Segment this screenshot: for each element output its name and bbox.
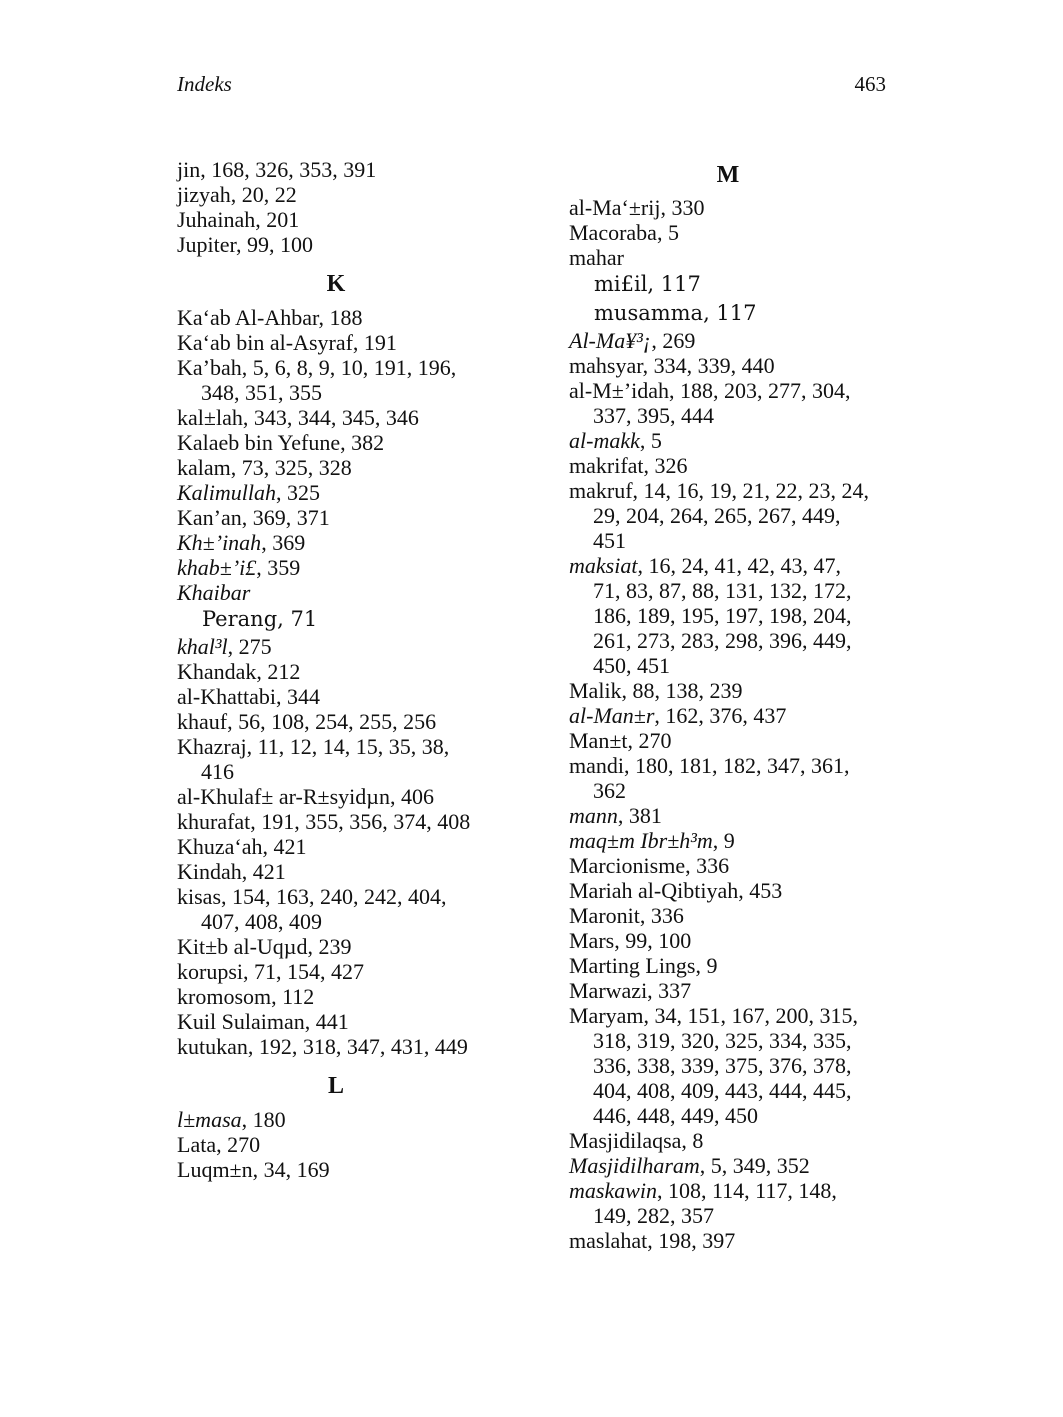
index-entry-line: Jupiter, 99, 100	[177, 232, 313, 257]
index-entry-line: 450, 451	[593, 653, 670, 678]
index-entry-line	[569, 428, 909, 453]
index-pages: , 180	[241, 1107, 286, 1132]
index-subentry: mi£il, 117	[594, 272, 701, 296]
index-entry-line: Marting Lings, 9	[569, 953, 718, 978]
index-entry-line	[177, 634, 517, 659]
index-entry	[569, 428, 909, 453]
index-pages: , 162, 376, 437	[654, 703, 787, 728]
index-entry-line: Marcionisme, 336	[569, 853, 730, 878]
index-entry-line: 149, 282, 357	[593, 1203, 714, 1228]
index-entry-line: 416	[201, 759, 234, 784]
index-entry-line: makrifat, 326	[569, 453, 688, 478]
index-entry	[569, 478, 909, 553]
index-entry	[569, 853, 909, 878]
index-pages: , 269	[651, 328, 696, 353]
index-pages: , 5	[639, 428, 662, 453]
index-entry-line: Kan’an, 369, 371	[177, 505, 330, 530]
index-term: khab±’i£	[177, 555, 257, 580]
index-entry-line: Marwazi, 337	[569, 978, 692, 1003]
index-entry	[569, 978, 909, 1003]
index-entry	[177, 1034, 517, 1059]
index-term: Kh±’inah	[177, 530, 262, 555]
index-entry	[177, 430, 517, 455]
index-entry-line: Juhainah, 201	[177, 207, 300, 232]
index-term: khal³l	[177, 634, 228, 659]
index-term: al-makk	[569, 428, 640, 453]
index-entry	[177, 934, 517, 959]
index-pages: , 9	[712, 828, 735, 853]
index-entry-line: Ka‘ab Al-Ahbar, 188	[177, 305, 363, 330]
index-entry-line: mahsyar, 334, 339, 440	[569, 353, 775, 378]
page-number: 463	[854, 72, 886, 96]
index-entry-line: 451	[593, 528, 626, 553]
index-pages: , 5, 349, 352	[699, 1153, 810, 1178]
index-entry	[569, 803, 909, 828]
index-pages: , 16, 24, 41, 42, 43, 47,	[637, 553, 841, 578]
index-entry	[569, 453, 909, 478]
index-entry-line: Mars, 99, 100	[569, 928, 692, 953]
index-entry-line: Mariah al-Qibtiyah, 453	[569, 878, 783, 903]
index-entry-line: Khandak, 212	[177, 659, 301, 684]
index-entry-line: Lata, 270	[177, 1132, 261, 1157]
index-pages: , 108, 114, 117, 148,	[657, 1178, 837, 1203]
index-term: Al-Ma¥³¡	[569, 328, 652, 353]
index-entry-line: 186, 189, 195, 197, 198, 204,	[593, 603, 852, 628]
index-entry	[177, 480, 517, 505]
index-entry-line	[177, 580, 517, 605]
section-m	[569, 195, 909, 1253]
index-entry	[177, 207, 517, 232]
index-entry-line: khauf, 56, 108, 254, 255, 256	[177, 709, 437, 734]
index-entry-line	[569, 1153, 909, 1178]
index-entry-line: al-Khattabi, 344	[177, 684, 320, 709]
index-entry	[177, 734, 517, 784]
index-entry	[177, 330, 517, 355]
index-entry	[177, 1009, 517, 1034]
index-entry-line: Man±t, 270	[569, 728, 672, 753]
index-entry-line: kisas, 154, 163, 240, 242, 404,	[177, 884, 447, 909]
index-entry-line: jizyah, 20, 22	[177, 182, 297, 207]
index-entry	[177, 709, 517, 734]
index-entry-line: Macoraba, 5	[569, 220, 679, 245]
index-entry-line: Khuza‘ah, 421	[177, 834, 307, 859]
index-entry-line: jin, 168, 326, 353, 391	[177, 157, 377, 182]
index-entry-line: Ka’bah, 5, 6, 8, 9, 10, 191, 196,	[177, 355, 457, 380]
index-entry	[177, 809, 517, 834]
index-entry	[177, 530, 517, 555]
index-pages: , 381	[617, 803, 662, 828]
index-pages: , 325	[276, 480, 321, 505]
index-entry	[177, 784, 517, 809]
index-entry	[569, 245, 909, 270]
index-entry	[569, 878, 909, 903]
index-entry-line: 336, 338, 339, 375, 376, 378,	[593, 1053, 852, 1078]
index-entry	[569, 353, 909, 378]
section-k	[177, 305, 517, 1059]
index-entry	[569, 328, 909, 353]
index-entry	[177, 405, 517, 430]
index-entry	[569, 195, 909, 220]
index-entry	[177, 157, 517, 182]
index-entry-line: 404, 408, 409, 443, 444, 445,	[593, 1078, 852, 1103]
index-entry-line: makruf, 14, 16, 19, 21, 22, 23, 24,	[569, 478, 870, 503]
index-column-left	[177, 157, 517, 1182]
index-entry	[569, 220, 909, 245]
index-entry	[569, 1128, 909, 1153]
index-entry-line: kromosom, 112	[177, 984, 315, 1009]
index-entry	[569, 703, 909, 728]
index-pages: , 369	[261, 530, 306, 555]
index-entry-line: kutukan, 192, 318, 347, 431, 449	[177, 1034, 468, 1059]
index-entry-line: khurafat, 191, 355, 356, 374, 408	[177, 809, 471, 834]
index-entry	[177, 1107, 517, 1132]
index-entry	[569, 753, 909, 803]
index-entry-line: 29, 204, 264, 265, 267, 449,	[593, 503, 841, 528]
index-term: maksiat	[569, 553, 638, 578]
section-letter-l: L	[327, 1073, 344, 1099]
index-entry	[177, 455, 517, 480]
index-entry-line: Kindah, 421	[177, 859, 286, 884]
index-column-right	[569, 157, 909, 1253]
index-entry	[177, 984, 517, 1009]
index-entry	[177, 634, 517, 659]
index-entry-line: mandi, 180, 181, 182, 347, 361,	[569, 753, 850, 778]
index-term: maq±m Ibr±h³m	[569, 828, 713, 853]
index-entry	[569, 378, 909, 428]
index-entry-line: al-M±’idah, 188, 203, 277, 304,	[569, 378, 851, 403]
index-entry-line	[569, 703, 909, 728]
index-entry-line	[569, 828, 909, 853]
index-entry-line: 71, 83, 87, 88, 131, 132, 172,	[593, 578, 852, 603]
index-term: mann	[569, 803, 618, 828]
index-entry-line	[177, 480, 517, 505]
index-entry-line: al-Ma‘±rij, 330	[569, 195, 705, 220]
index-entry	[177, 232, 517, 257]
index-entry	[177, 659, 517, 684]
index-entry	[177, 884, 517, 934]
index-entry	[569, 1178, 909, 1228]
index-entry-line: 337, 395, 444	[593, 403, 714, 428]
index-entry	[569, 553, 909, 678]
index-entry-line: Maronit, 336	[569, 903, 684, 928]
index-entry	[177, 580, 517, 605]
index-entry	[569, 728, 909, 753]
section-j	[177, 157, 517, 257]
index-entry	[177, 305, 517, 330]
index-entry	[177, 505, 517, 530]
index-entry-line: mahar	[569, 245, 624, 270]
index-term: l±masa	[177, 1107, 242, 1132]
index-entry	[177, 834, 517, 859]
index-entry	[569, 1153, 909, 1178]
index-entry-line: Maryam, 34, 151, 167, 200, 315,	[569, 1003, 859, 1028]
index-entry-line	[569, 328, 909, 353]
index-entry-line	[569, 553, 909, 578]
index-subentry: musamma, 117	[594, 301, 757, 325]
index-entry-line: Ka‘ab bin al-Asyraf, 191	[177, 330, 397, 355]
index-term: al-Man±r	[569, 703, 655, 728]
index-entry-line: 362	[593, 778, 626, 803]
index-entry	[177, 182, 517, 207]
index-entry-line	[177, 555, 517, 580]
index-entry-line: 261, 273, 283, 298, 396, 449,	[593, 628, 852, 653]
index-term: Masjidilharam	[569, 1153, 700, 1178]
index-entry-line	[177, 1107, 517, 1132]
index-entry	[177, 355, 517, 405]
index-entry	[177, 555, 517, 580]
index-entry-line: Kit±b al-Uqµd, 239	[177, 934, 352, 959]
index-entry-line: 348, 351, 355	[201, 380, 322, 405]
index-entry	[569, 828, 909, 853]
index-entry	[177, 1132, 517, 1157]
index-entry	[569, 903, 909, 928]
index-entry-line: Kalaeb bin Yefune, 382	[177, 430, 385, 455]
index-subentry: Perang, 71	[202, 607, 318, 631]
index-entry-line	[177, 530, 517, 555]
index-term: Khaibar	[177, 580, 251, 605]
index-entry-line: maslahat, 198, 397	[569, 1228, 736, 1253]
index-entry-line: al-Khulaf± ar-R±syidµn, 406	[177, 784, 434, 809]
section-letter-m: M	[716, 162, 740, 188]
index-entry	[569, 678, 909, 703]
index-entry-line: Kuil Sulaiman, 441	[177, 1009, 349, 1034]
index-entry-line: Masjidilaqsa, 8	[569, 1128, 704, 1153]
index-term: Kalimullah	[177, 480, 277, 505]
index-entry	[177, 859, 517, 884]
index-entry-line	[569, 1178, 909, 1203]
index-entry	[177, 1157, 517, 1182]
index-pages: , 359	[256, 555, 301, 580]
index-entry-line: Khazraj, 11, 12, 14, 15, 35, 38,	[177, 734, 450, 759]
index-entry	[569, 1003, 909, 1128]
index-entry-line: korupsi, 71, 154, 427	[177, 959, 364, 984]
index-entry-line: 318, 319, 320, 325, 334, 335,	[593, 1028, 852, 1053]
index-entry	[177, 684, 517, 709]
index-entry	[177, 959, 517, 984]
running-title: Indeks	[177, 72, 232, 96]
section-letter-k: K	[326, 271, 346, 297]
index-term: maskawin	[569, 1178, 657, 1203]
index-pages: , 275	[227, 634, 272, 659]
index-entry-line: 446, 448, 449, 450	[593, 1103, 758, 1128]
section-l	[177, 1107, 517, 1182]
index-entry	[569, 928, 909, 953]
index-entry-line: kal±lah, 343, 344, 345, 346	[177, 405, 419, 430]
index-entry-line: Luqm±n, 34, 169	[177, 1157, 330, 1182]
index-entry-line: Malik, 88, 138, 239	[569, 678, 743, 703]
index-entry-line	[569, 803, 909, 828]
index-entry-line: kalam, 73, 325, 328	[177, 455, 352, 480]
index-entry	[569, 1228, 909, 1253]
index-entry	[569, 953, 909, 978]
index-entry-line: 407, 408, 409	[201, 909, 322, 934]
